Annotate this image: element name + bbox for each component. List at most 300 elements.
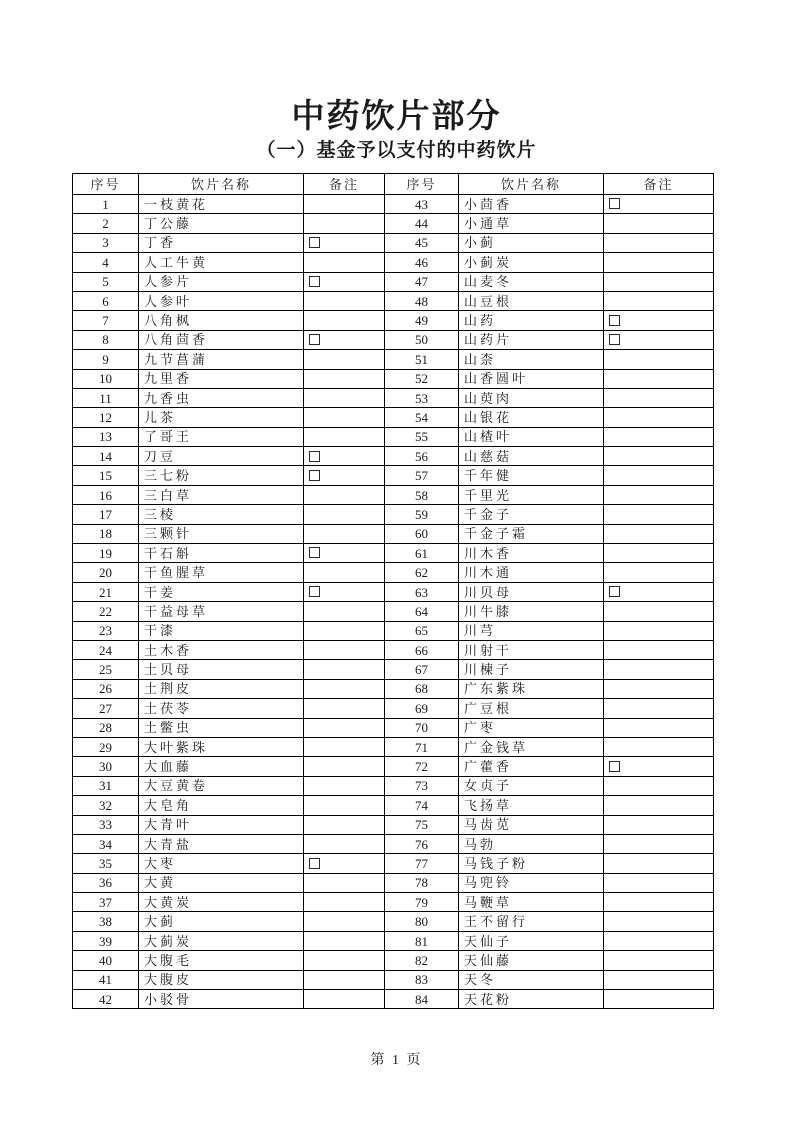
row-number-cell: 17 bbox=[73, 505, 139, 524]
row-number-cell: 38 bbox=[73, 912, 139, 931]
row-number-cell: 77 bbox=[385, 854, 459, 873]
row-number-cell: 19 bbox=[73, 544, 139, 563]
row-number-cell: 2 bbox=[73, 214, 139, 233]
note-cell bbox=[604, 291, 714, 310]
empty-checkbox-icon bbox=[609, 315, 620, 326]
medicine-name-cell: 大血藤 bbox=[139, 757, 304, 776]
note-cell bbox=[604, 408, 714, 427]
row-number-cell: 84 bbox=[385, 990, 459, 1009]
note-cell bbox=[604, 388, 714, 407]
note-cell bbox=[304, 214, 385, 233]
row-number-cell: 32 bbox=[73, 796, 139, 815]
medicine-name-cell: 广豆根 bbox=[459, 699, 604, 718]
page-footer: 第 1 页 bbox=[370, 1053, 423, 1068]
medicine-name-cell: 小通草 bbox=[459, 214, 604, 233]
note-cell bbox=[604, 737, 714, 756]
table-row bbox=[73, 757, 714, 776]
medicine-name-cell: 丁公藤 bbox=[139, 214, 304, 233]
note-cell bbox=[604, 505, 714, 524]
medicine-name-cell: 儿茶 bbox=[139, 408, 304, 427]
note-cell bbox=[604, 970, 714, 989]
row-number-cell: 73 bbox=[385, 776, 459, 795]
row-number-cell: 66 bbox=[385, 640, 459, 659]
table-row bbox=[73, 951, 714, 970]
medicine-name-cell: 大青盐 bbox=[139, 834, 304, 853]
medicine-name-cell: 三七粉 bbox=[139, 466, 304, 485]
medicine-name-cell: 广枣 bbox=[459, 718, 604, 737]
medicine-name-cell: 山萸肉 bbox=[459, 388, 604, 407]
medicine-name-cell: 天花粉 bbox=[459, 990, 604, 1009]
note-cell bbox=[604, 311, 714, 330]
row-number-cell: 59 bbox=[385, 505, 459, 524]
row-number-cell: 23 bbox=[73, 621, 139, 640]
row-number-cell: 68 bbox=[385, 679, 459, 698]
note-cell bbox=[604, 602, 714, 621]
row-number-cell: 79 bbox=[385, 893, 459, 912]
row-number-cell: 48 bbox=[385, 291, 459, 310]
medicine-name-cell: 千里光 bbox=[459, 485, 604, 504]
medicine-name-cell: 大黄炭 bbox=[139, 893, 304, 912]
medicine-name-cell: 马齿苋 bbox=[459, 815, 604, 834]
medicine-name-cell: 大叶紫珠 bbox=[139, 737, 304, 756]
medicine-name-cell: 干石斛 bbox=[139, 544, 304, 563]
note-cell bbox=[304, 718, 385, 737]
row-number-cell: 71 bbox=[385, 737, 459, 756]
empty-checkbox-icon bbox=[309, 858, 320, 869]
table-row bbox=[73, 214, 714, 233]
row-number-cell: 78 bbox=[385, 873, 459, 892]
medicine-name-cell: 天仙藤 bbox=[459, 951, 604, 970]
table-row bbox=[73, 466, 714, 485]
note-cell bbox=[304, 796, 385, 815]
note-cell bbox=[604, 427, 714, 446]
note-cell bbox=[304, 369, 385, 388]
note-cell bbox=[304, 621, 385, 640]
note-cell bbox=[304, 485, 385, 504]
table-row bbox=[73, 718, 714, 737]
medicine-name-cell: 川贝母 bbox=[459, 582, 604, 601]
medicine-name-cell: 小蓟 bbox=[459, 233, 604, 252]
medicine-name-cell: 土木香 bbox=[139, 640, 304, 659]
note-cell bbox=[604, 757, 714, 776]
table-row bbox=[73, 815, 714, 834]
note-cell bbox=[304, 311, 385, 330]
medicine-name-cell: 千金子 bbox=[459, 505, 604, 524]
row-number-cell: 37 bbox=[73, 893, 139, 912]
medicine-name-cell: 山柰 bbox=[459, 350, 604, 369]
medicine-name-cell: 九里香 bbox=[139, 369, 304, 388]
medicine-name-cell: 飞扬草 bbox=[459, 796, 604, 815]
row-number-cell: 34 bbox=[73, 834, 139, 853]
note-cell bbox=[604, 990, 714, 1009]
medicine-name-cell: 山香圆叶 bbox=[459, 369, 604, 388]
empty-checkbox-icon bbox=[309, 470, 320, 481]
table-row bbox=[73, 485, 714, 504]
table-row bbox=[73, 388, 714, 407]
note-cell bbox=[304, 350, 385, 369]
note-cell bbox=[604, 485, 714, 504]
note-cell bbox=[604, 330, 714, 349]
note-cell bbox=[604, 893, 714, 912]
row-number-cell: 22 bbox=[73, 602, 139, 621]
row-number-cell: 82 bbox=[385, 951, 459, 970]
note-cell bbox=[304, 873, 385, 892]
row-number-cell: 52 bbox=[385, 369, 459, 388]
medicine-name-cell: 大蓟 bbox=[139, 912, 304, 931]
col-header-note-left: 备注 bbox=[304, 174, 385, 195]
medicine-name-cell: 马勃 bbox=[459, 834, 604, 853]
note-cell bbox=[604, 369, 714, 388]
medicine-name-cell: 小驳骨 bbox=[139, 990, 304, 1009]
table-row bbox=[73, 505, 714, 524]
medicine-name-cell: 丁香 bbox=[139, 233, 304, 252]
table-row bbox=[73, 447, 714, 466]
row-number-cell: 72 bbox=[385, 757, 459, 776]
note-cell bbox=[304, 834, 385, 853]
row-number-cell: 50 bbox=[385, 330, 459, 349]
row-number-cell: 67 bbox=[385, 660, 459, 679]
medicine-name-cell: 马钱子粉 bbox=[459, 854, 604, 873]
note-cell bbox=[304, 854, 385, 873]
page-subtitle: （一）基金予以支付的中药饮片 bbox=[256, 140, 537, 161]
row-number-cell: 70 bbox=[385, 718, 459, 737]
row-number-cell: 51 bbox=[385, 350, 459, 369]
row-number-cell: 21 bbox=[73, 582, 139, 601]
note-cell bbox=[304, 737, 385, 756]
empty-checkbox-icon bbox=[309, 334, 320, 345]
medicine-name-cell: 八角枫 bbox=[139, 311, 304, 330]
note-cell bbox=[604, 931, 714, 950]
col-header-no-left: 序号 bbox=[73, 174, 139, 195]
empty-checkbox-icon bbox=[309, 237, 320, 248]
table-body bbox=[73, 195, 714, 1009]
row-number-cell: 75 bbox=[385, 815, 459, 834]
row-number-cell: 69 bbox=[385, 699, 459, 718]
row-number-cell: 13 bbox=[73, 427, 139, 446]
row-number-cell: 46 bbox=[385, 253, 459, 272]
row-number-cell: 61 bbox=[385, 544, 459, 563]
note-cell bbox=[604, 524, 714, 543]
medicine-name-cell: 山药 bbox=[459, 311, 604, 330]
row-number-cell: 12 bbox=[73, 408, 139, 427]
note-cell bbox=[304, 776, 385, 795]
medicine-name-cell: 大腹毛 bbox=[139, 951, 304, 970]
row-number-cell: 26 bbox=[73, 679, 139, 698]
row-number-cell: 10 bbox=[73, 369, 139, 388]
header-row bbox=[73, 174, 714, 195]
medicine-name-cell: 三颗针 bbox=[139, 524, 304, 543]
note-cell bbox=[304, 582, 385, 601]
note-cell bbox=[604, 214, 714, 233]
medicine-name-cell: 小蓟炭 bbox=[459, 253, 604, 272]
empty-checkbox-icon bbox=[309, 276, 320, 287]
note-cell bbox=[604, 699, 714, 718]
row-number-cell: 31 bbox=[73, 776, 139, 795]
medicine-name-cell: 大蓟炭 bbox=[139, 931, 304, 950]
empty-checkbox-icon bbox=[309, 586, 320, 597]
table-row bbox=[73, 660, 714, 679]
medicine-name-cell: 土茯苓 bbox=[139, 699, 304, 718]
medicine-name-cell: 广藿香 bbox=[459, 757, 604, 776]
medicine-name-cell: 三棱 bbox=[139, 505, 304, 524]
medicine-name-cell: 大皂角 bbox=[139, 796, 304, 815]
table-row bbox=[73, 873, 714, 892]
medicine-name-cell: 川射干 bbox=[459, 640, 604, 659]
medicine-name-cell: 一枝黄花 bbox=[139, 195, 304, 214]
medicine-name-cell: 山药片 bbox=[459, 330, 604, 349]
note-cell bbox=[304, 815, 385, 834]
row-number-cell: 65 bbox=[385, 621, 459, 640]
table-row bbox=[73, 679, 714, 698]
medicine-name-cell: 天仙子 bbox=[459, 931, 604, 950]
row-number-cell: 28 bbox=[73, 718, 139, 737]
medicine-name-cell: 人工牛黄 bbox=[139, 253, 304, 272]
note-cell bbox=[604, 447, 714, 466]
row-number-cell: 30 bbox=[73, 757, 139, 776]
table-header bbox=[73, 174, 714, 195]
row-number-cell: 36 bbox=[73, 873, 139, 892]
note-cell bbox=[604, 350, 714, 369]
row-number-cell: 27 bbox=[73, 699, 139, 718]
row-number-cell: 7 bbox=[73, 311, 139, 330]
row-number-cell: 3 bbox=[73, 233, 139, 252]
medicine-name-cell: 山银花 bbox=[459, 408, 604, 427]
note-cell bbox=[304, 679, 385, 698]
medicine-name-cell: 女贞子 bbox=[459, 776, 604, 795]
row-number-cell: 4 bbox=[73, 253, 139, 272]
col-header-no-right: 序号 bbox=[385, 174, 459, 195]
note-cell bbox=[604, 466, 714, 485]
medicine-name-cell: 干漆 bbox=[139, 621, 304, 640]
row-number-cell: 15 bbox=[73, 466, 139, 485]
note-cell bbox=[604, 272, 714, 291]
note-cell bbox=[304, 640, 385, 659]
row-number-cell: 18 bbox=[73, 524, 139, 543]
note-cell bbox=[604, 815, 714, 834]
note-cell bbox=[604, 951, 714, 970]
row-number-cell: 58 bbox=[385, 485, 459, 504]
note-cell bbox=[304, 291, 385, 310]
note-cell bbox=[604, 854, 714, 873]
empty-checkbox-icon bbox=[309, 451, 320, 462]
table-row bbox=[73, 602, 714, 621]
medicine-name-cell: 九节菖蒲 bbox=[139, 350, 304, 369]
row-number-cell: 54 bbox=[385, 408, 459, 427]
table-row bbox=[73, 350, 714, 369]
table-row bbox=[73, 369, 714, 388]
row-number-cell: 40 bbox=[73, 951, 139, 970]
medicine-name-cell: 干益母草 bbox=[139, 602, 304, 621]
table-row bbox=[73, 699, 714, 718]
medicine-name-cell: 王不留行 bbox=[459, 912, 604, 931]
note-cell bbox=[604, 796, 714, 815]
note-cell bbox=[304, 563, 385, 582]
medicine-name-cell: 天冬 bbox=[459, 970, 604, 989]
medicine-name-cell: 干姜 bbox=[139, 582, 304, 601]
row-number-cell: 53 bbox=[385, 388, 459, 407]
col-header-name-left: 饮片名称 bbox=[139, 174, 304, 195]
table-row bbox=[73, 291, 714, 310]
note-cell bbox=[304, 893, 385, 912]
row-number-cell: 25 bbox=[73, 660, 139, 679]
medicine-name-cell: 小茴香 bbox=[459, 195, 604, 214]
note-cell bbox=[304, 408, 385, 427]
medicine-name-cell: 三白草 bbox=[139, 485, 304, 504]
table-row bbox=[73, 233, 714, 252]
note-cell bbox=[304, 253, 385, 272]
table-row bbox=[73, 776, 714, 795]
medicine-name-cell: 大豆黄卷 bbox=[139, 776, 304, 795]
note-cell bbox=[304, 330, 385, 349]
medicine-name-cell: 土荆皮 bbox=[139, 679, 304, 698]
note-cell bbox=[604, 253, 714, 272]
table-row bbox=[73, 330, 714, 349]
row-number-cell: 9 bbox=[73, 350, 139, 369]
row-number-cell: 14 bbox=[73, 447, 139, 466]
empty-checkbox-icon bbox=[609, 761, 620, 772]
row-number-cell: 74 bbox=[385, 796, 459, 815]
table-row bbox=[73, 195, 714, 214]
medicine-name-cell: 山豆根 bbox=[459, 291, 604, 310]
row-number-cell: 16 bbox=[73, 485, 139, 504]
medicine-name-cell: 川木通 bbox=[459, 563, 604, 582]
row-number-cell: 33 bbox=[73, 815, 139, 834]
table-row bbox=[73, 311, 714, 330]
table-row bbox=[73, 408, 714, 427]
note-cell bbox=[604, 195, 714, 214]
note-cell bbox=[604, 912, 714, 931]
note-cell bbox=[604, 233, 714, 252]
table-row bbox=[73, 970, 714, 989]
note-cell bbox=[304, 466, 385, 485]
row-number-cell: 11 bbox=[73, 388, 139, 407]
row-number-cell: 8 bbox=[73, 330, 139, 349]
note-cell bbox=[304, 660, 385, 679]
note-cell bbox=[304, 602, 385, 621]
table-row bbox=[73, 524, 714, 543]
note-cell bbox=[604, 640, 714, 659]
row-number-cell: 44 bbox=[385, 214, 459, 233]
note-cell bbox=[604, 582, 714, 601]
table-row bbox=[73, 893, 714, 912]
note-cell bbox=[304, 272, 385, 291]
empty-checkbox-icon bbox=[609, 198, 620, 209]
medicine-name-cell: 八角茴香 bbox=[139, 330, 304, 349]
table-row bbox=[73, 854, 714, 873]
medicine-name-cell: 川芎 bbox=[459, 621, 604, 640]
medicine-name-cell: 大腹皮 bbox=[139, 970, 304, 989]
row-number-cell: 64 bbox=[385, 602, 459, 621]
note-cell bbox=[304, 195, 385, 214]
row-number-cell: 24 bbox=[73, 640, 139, 659]
medicine-name-cell: 大枣 bbox=[139, 854, 304, 873]
table-row bbox=[73, 253, 714, 272]
row-number-cell: 41 bbox=[73, 970, 139, 989]
medicine-name-cell: 土贝母 bbox=[139, 660, 304, 679]
note-cell bbox=[604, 776, 714, 795]
row-number-cell: 45 bbox=[385, 233, 459, 252]
row-number-cell: 60 bbox=[385, 524, 459, 543]
row-number-cell: 43 bbox=[385, 195, 459, 214]
medicine-name-cell: 大黄 bbox=[139, 873, 304, 892]
note-cell bbox=[304, 931, 385, 950]
medicine-name-cell: 山楂叶 bbox=[459, 427, 604, 446]
row-number-cell: 55 bbox=[385, 427, 459, 446]
row-number-cell: 6 bbox=[73, 291, 139, 310]
table-row bbox=[73, 737, 714, 756]
row-number-cell: 35 bbox=[73, 854, 139, 873]
page-title: 中药饮片部分 bbox=[291, 99, 502, 135]
note-cell bbox=[304, 447, 385, 466]
note-cell bbox=[304, 388, 385, 407]
note-cell bbox=[604, 679, 714, 698]
empty-checkbox-icon bbox=[309, 547, 320, 558]
note-cell bbox=[304, 970, 385, 989]
medicine-name-cell: 山麦冬 bbox=[459, 272, 604, 291]
medicine-name-cell: 川牛膝 bbox=[459, 602, 604, 621]
note-cell bbox=[604, 563, 714, 582]
medicine-name-cell: 川木香 bbox=[459, 544, 604, 563]
row-number-cell: 62 bbox=[385, 563, 459, 582]
note-cell bbox=[604, 718, 714, 737]
col-header-note-right: 备注 bbox=[604, 174, 714, 195]
note-cell bbox=[304, 699, 385, 718]
medicine-name-cell: 广金钱草 bbox=[459, 737, 604, 756]
medicine-name-cell: 了哥王 bbox=[139, 427, 304, 446]
table-row bbox=[73, 912, 714, 931]
row-number-cell: 29 bbox=[73, 737, 139, 756]
row-number-cell: 1 bbox=[73, 195, 139, 214]
medicine-name-cell: 千年健 bbox=[459, 466, 604, 485]
row-number-cell: 42 bbox=[73, 990, 139, 1009]
medicine-name-cell: 川楝子 bbox=[459, 660, 604, 679]
row-number-cell: 20 bbox=[73, 563, 139, 582]
note-cell bbox=[304, 505, 385, 524]
row-number-cell: 80 bbox=[385, 912, 459, 931]
row-number-cell: 76 bbox=[385, 834, 459, 853]
note-cell bbox=[604, 544, 714, 563]
table-row bbox=[73, 427, 714, 446]
medicine-table bbox=[72, 173, 714, 1009]
medicine-name-cell: 广东紫珠 bbox=[459, 679, 604, 698]
medicine-name-cell: 山慈菇 bbox=[459, 447, 604, 466]
table-row bbox=[73, 544, 714, 563]
empty-checkbox-icon bbox=[609, 334, 620, 345]
note-cell bbox=[604, 873, 714, 892]
note-cell bbox=[604, 834, 714, 853]
row-number-cell: 63 bbox=[385, 582, 459, 601]
row-number-cell: 47 bbox=[385, 272, 459, 291]
row-number-cell: 56 bbox=[385, 447, 459, 466]
table-row bbox=[73, 834, 714, 853]
note-cell bbox=[304, 544, 385, 563]
table-row bbox=[73, 582, 714, 601]
note-cell bbox=[304, 912, 385, 931]
table-row bbox=[73, 621, 714, 640]
note-cell bbox=[304, 990, 385, 1009]
row-number-cell: 57 bbox=[385, 466, 459, 485]
medicine-name-cell: 千金子霜 bbox=[459, 524, 604, 543]
row-number-cell: 81 bbox=[385, 931, 459, 950]
note-cell bbox=[604, 660, 714, 679]
table-row bbox=[73, 640, 714, 659]
note-cell bbox=[304, 427, 385, 446]
medicine-name-cell: 马鞭草 bbox=[459, 893, 604, 912]
table-row bbox=[73, 990, 714, 1009]
table-row bbox=[73, 272, 714, 291]
row-number-cell: 49 bbox=[385, 311, 459, 330]
table-row bbox=[73, 563, 714, 582]
